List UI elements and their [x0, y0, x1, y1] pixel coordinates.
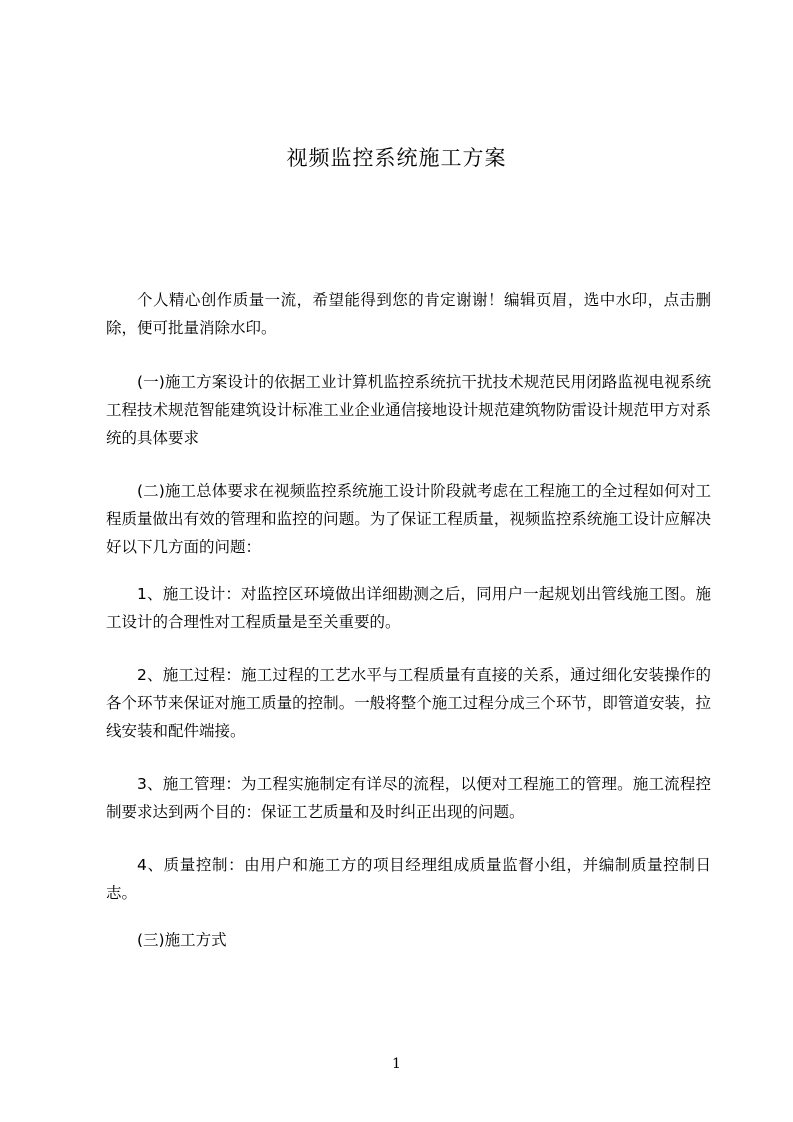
- paragraph-design-basis: (一)施工方案设计的依据工业计算机监控系统抗干扰技术规范民用闭路监视电视系统工程技术规范智能建筑设计标准工业企业通信接地设计规范建筑物防雷设计规范甲方对系统的具体要求: [106, 373, 711, 447]
- paragraph-construction-management: 3、施工管理：为工程实施制定有详尽的流程，以便对工程施工的管理。施工流程控制要求达到两个目的：保证工艺质量和及时纠正出现的问题。: [106, 775, 711, 821]
- section-heading-construction-method: (三)施工方式: [137, 931, 227, 949]
- paragraph-general-requirements: (二)施工总体要求在视频监控系统施工设计阶段就考虑在工程施工的全过程如何对工程质量做出有效的管理和监控的问题。为了保证工程质量，视频监控系统施工设计应解决好以下几方面的问题：: [106, 482, 711, 556]
- paragraph-quality-control: 4、质量控制：由用户和施工方的项目经理组成质量监督小组，并编制质量控制日志。: [106, 856, 711, 902]
- paragraph-construction-process: 2、施工过程：施工过程的工艺水平与工程质量有直接的关系，通过细化安装操作的各个环节来保证对施工质量的控制。一般将整个施工过程分成三个环节，即管道安装，拉线安装和配件端接。: [106, 666, 711, 740]
- page-number: 1: [392, 1056, 401, 1072]
- paragraph-construction-design: 1、施工设计：对监控区环境做出详细勘测之后，同用户一起规划出管线施工图。施工设计的合理性对工程质量是至关重要的。: [106, 585, 711, 631]
- document-title: 视频监控系统施工方案: [286, 146, 507, 170]
- paragraph-watermark-note: 个人精心创作质量一流，希望能得到您的肯定谢谢！编辑页眉，选中水印，点击删除，便可批量消除水印。: [106, 291, 711, 337]
